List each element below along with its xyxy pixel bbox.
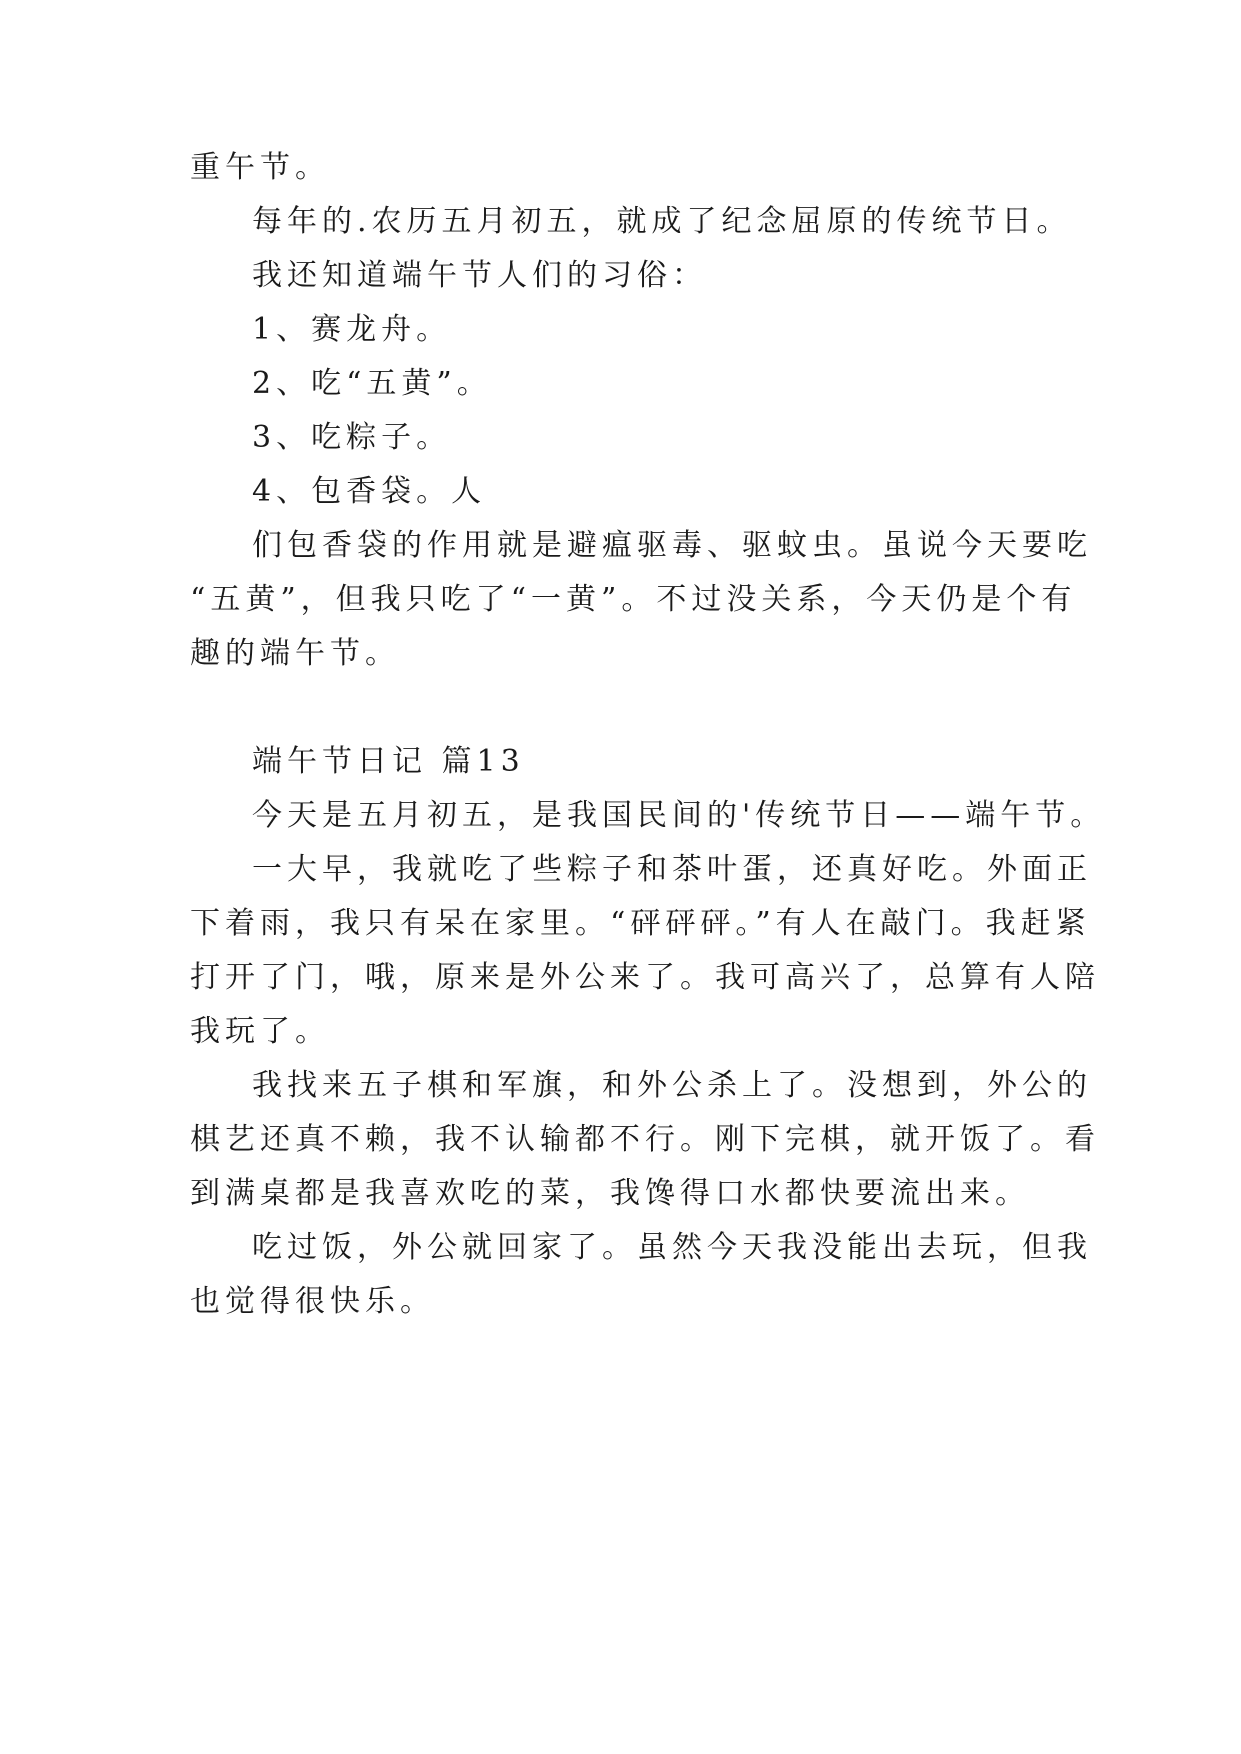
list-item: 3、吃粽子。 [252, 420, 452, 455]
paragraph-line: 到满桌都是我喜欢吃的菜，我馋得口水都快要流出来。 [190, 1176, 1030, 1211]
paragraph-line: 我还知道端午节人们的习俗： [252, 258, 707, 293]
paragraph-line: 趣的端午节。 [190, 636, 400, 671]
paragraph-line: 吃过饭，外公就回家了。虽然今天我没能出去玩，但我 [252, 1230, 1092, 1265]
paragraph-line: “五黄”，但我只吃了“一黄”。不过没关系，今天仍是个有 [190, 582, 1077, 617]
paragraph-line: 一大早，我就吃了些粽子和茶叶蛋，还真好吃。外面正 [252, 852, 1092, 887]
paragraph-line: 们包香袋的作用就是避瘟驱毒、驱蚊虫。虽说今天要吃 [252, 528, 1092, 563]
paragraph-line: 下着雨，我只有呆在家里。“砰砰砰。”有人在敲门。我赶紧 [190, 906, 1091, 941]
section-heading: 端午节日记 篇13 [252, 744, 525, 779]
list-item: 1、赛龙舟。 [252, 312, 452, 347]
paragraph-line: 也觉得很快乐。 [190, 1284, 435, 1319]
paragraph-line: 今天是五月初五，是我国民间的'传统节日——端午节。 [252, 798, 1106, 833]
paragraph-line: 每年的.农历五月初五，就成了纪念屈原的传统节日。 [252, 204, 1072, 239]
paragraph-line: 棋艺还真不赖，我不认输都不行。刚下完棋，就开饭了。看 [190, 1122, 1100, 1157]
list-item: 4、包香袋。人 [252, 474, 487, 509]
paragraph-line: 重午节。 [190, 150, 330, 185]
list-item: 2、吃“五黄”。 [252, 366, 492, 401]
paragraph-line: 我玩了。 [190, 1014, 330, 1049]
paragraph-line: 打开了门，哦，原来是外公来了。我可高兴了，总算有人陪 [190, 960, 1100, 995]
paragraph-line: 我找来五子棋和军旗，和外公杀上了。没想到，外公的 [252, 1068, 1092, 1103]
